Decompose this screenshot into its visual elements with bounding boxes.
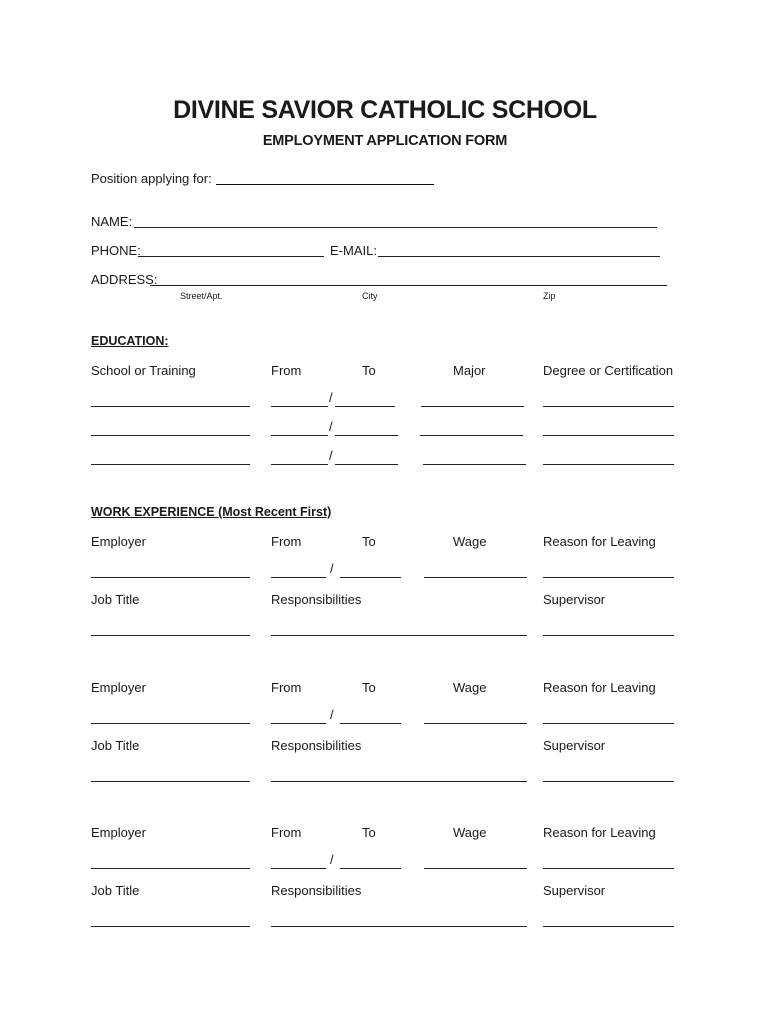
- work-col-job-title: Job Title: [91, 738, 140, 753]
- address-hint-street: Street/Apt.: [180, 291, 223, 301]
- edu-degree-field[interactable]: [543, 464, 674, 465]
- work-col-reason: Reason for Leaving: [543, 534, 656, 549]
- work-supervisor-field[interactable]: [543, 781, 674, 782]
- phone-label: PHONE:: [91, 243, 141, 258]
- work-wage-field[interactable]: [424, 868, 527, 869]
- work-reason-field[interactable]: [543, 723, 674, 724]
- work-wage-field[interactable]: [424, 577, 527, 578]
- work-from-field[interactable]: [271, 723, 326, 724]
- work-col-responsibilities: Responsibilities: [271, 738, 362, 753]
- work-col-reason: Reason for Leaving: [543, 825, 656, 840]
- work-employer-field[interactable]: [91, 577, 250, 578]
- edu-from-field[interactable]: [271, 464, 328, 465]
- work-from-field[interactable]: [271, 868, 326, 869]
- school-name: DIVINE SAVIOR CATHOLIC SCHOOL: [173, 96, 597, 124]
- name-label: NAME:: [91, 214, 133, 229]
- edu-from-field[interactable]: [271, 406, 328, 407]
- work-col-from: From: [271, 680, 302, 695]
- work-date-separator: /: [330, 852, 334, 867]
- work-col-supervisor: Supervisor: [543, 592, 606, 607]
- work-col-from: From: [271, 534, 302, 549]
- position-field[interactable]: [216, 184, 434, 185]
- edu-school-field[interactable]: [91, 435, 250, 436]
- work-to-field[interactable]: [340, 868, 401, 869]
- edu-date-separator: /: [329, 390, 333, 405]
- form-title: EMPLOYMENT APPLICATION FORM: [262, 133, 508, 149]
- work-job-title-field[interactable]: [91, 781, 250, 782]
- work-col-wage: Wage: [453, 680, 487, 695]
- work-responsibilities-field[interactable]: [271, 926, 527, 927]
- work-col-responsibilities: Responsibilities: [271, 592, 362, 607]
- email-field[interactable]: [378, 256, 660, 257]
- work-col-to: To: [362, 680, 376, 695]
- work-col-job-title: Job Title: [91, 592, 140, 607]
- work-col-employer: Employer: [91, 825, 146, 840]
- work-col-to: To: [362, 534, 376, 549]
- work-col-supervisor: Supervisor: [543, 883, 606, 898]
- edu-to-field[interactable]: [335, 464, 398, 465]
- work-col-employer: Employer: [91, 680, 146, 695]
- edu-degree-field[interactable]: [543, 406, 674, 407]
- work-supervisor-field[interactable]: [543, 635, 674, 636]
- work-to-field[interactable]: [340, 723, 401, 724]
- edu-to-field[interactable]: [335, 406, 395, 407]
- education-heading: EDUCATION:: [91, 334, 169, 348]
- address-hint-city: City: [362, 291, 378, 301]
- name-field[interactable]: [134, 227, 657, 228]
- edu-col-major: Major: [453, 363, 486, 378]
- work-date-separator: /: [330, 707, 334, 722]
- position-label: Position applying for:: [91, 171, 212, 186]
- work-col-wage: Wage: [453, 534, 487, 549]
- edu-col-to: To: [362, 363, 376, 378]
- work-supervisor-field[interactable]: [543, 926, 674, 927]
- address-field[interactable]: [150, 285, 667, 286]
- edu-major-field[interactable]: [420, 435, 523, 436]
- edu-major-field[interactable]: [423, 464, 526, 465]
- work-reason-field[interactable]: [543, 868, 674, 869]
- edu-date-separator: /: [329, 419, 333, 434]
- work-employer-field[interactable]: [91, 723, 250, 724]
- work-reason-field[interactable]: [543, 577, 674, 578]
- work-job-title-field[interactable]: [91, 635, 250, 636]
- work-col-supervisor: Supervisor: [543, 738, 606, 753]
- work-employer-field[interactable]: [91, 868, 250, 869]
- edu-col-from: From: [271, 363, 302, 378]
- edu-date-separator: /: [329, 448, 333, 463]
- work-experience-heading: WORK EXPERIENCE (Most Recent First): [91, 505, 332, 519]
- edu-major-field[interactable]: [421, 406, 524, 407]
- edu-school-field[interactable]: [91, 406, 250, 407]
- work-from-field[interactable]: [271, 577, 326, 578]
- email-label: E-MAIL:: [330, 243, 377, 258]
- work-col-responsibilities: Responsibilities: [271, 883, 362, 898]
- work-job-title-field[interactable]: [91, 926, 250, 927]
- work-col-wage: Wage: [453, 825, 487, 840]
- work-col-reason: Reason for Leaving: [543, 680, 656, 695]
- work-date-separator: /: [330, 561, 334, 576]
- address-label: ADDRESS:: [91, 272, 158, 287]
- edu-col-school: School or Training: [91, 363, 196, 378]
- work-col-employer: Employer: [91, 534, 146, 549]
- address-hint-zip: Zip: [543, 291, 556, 301]
- edu-school-field[interactable]: [91, 464, 250, 465]
- work-responsibilities-field[interactable]: [271, 781, 527, 782]
- work-to-field[interactable]: [340, 577, 401, 578]
- edu-col-degree: Degree or Certification: [543, 363, 674, 378]
- work-wage-field[interactable]: [424, 723, 527, 724]
- work-col-to: To: [362, 825, 376, 840]
- work-col-from: From: [271, 825, 302, 840]
- edu-degree-field[interactable]: [543, 435, 674, 436]
- edu-from-field[interactable]: [271, 435, 328, 436]
- phone-field[interactable]: [138, 256, 324, 257]
- work-col-job-title: Job Title: [91, 883, 140, 898]
- work-responsibilities-field[interactable]: [271, 635, 527, 636]
- edu-to-field[interactable]: [335, 435, 398, 436]
